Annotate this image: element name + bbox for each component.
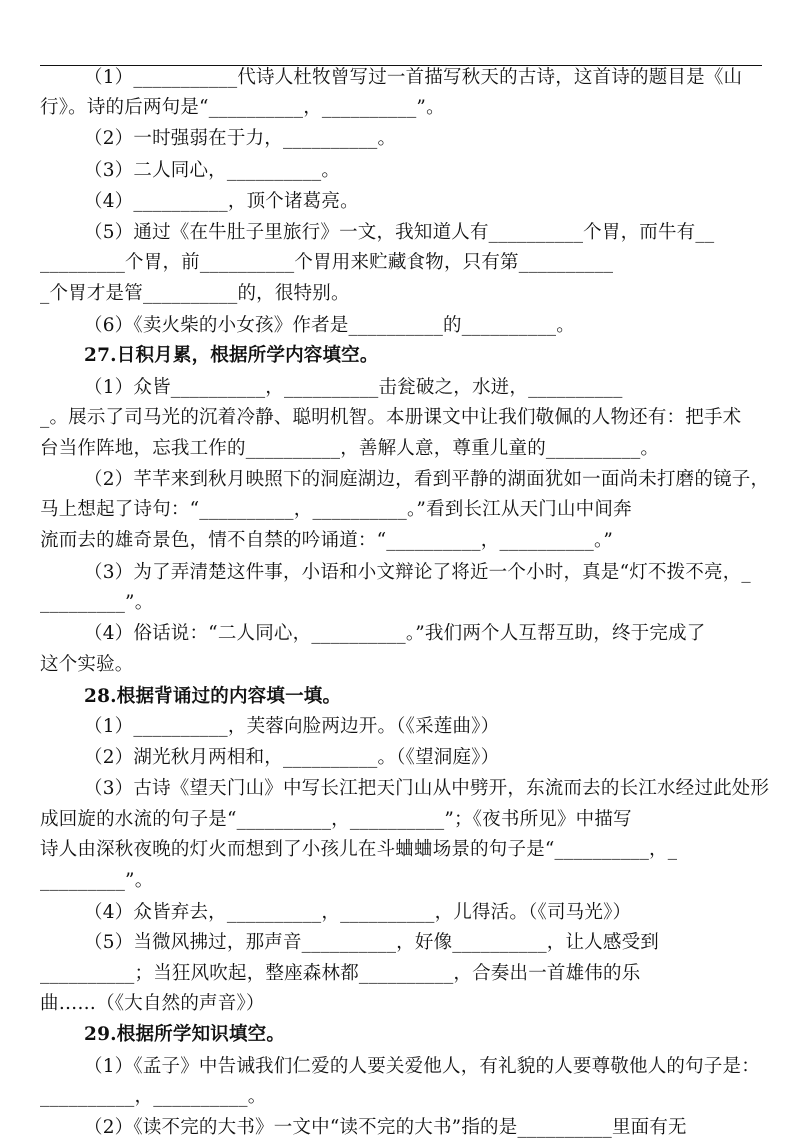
text-line: （1）众皆__________，__________击瓮破之，水迸，__________ [84,377,623,398]
text-line: __________；当狂风吹起，整座森林都__________，合奏出一首雄伟的乐 [40,963,641,984]
text-line: （5）当微风拂过，那声音__________，好像__________，让人感受到 [84,932,659,953]
text-line: （3）二人同心，__________。 [84,160,341,181]
text-line: （5）通过《在牛肚子里旅行》一文，我知道人有__________个胃，而牛有__ [84,222,715,243]
text-line: （4）众皆弃去，__________，__________，儿得活。（《司马光》） [84,902,632,923]
text-line: 曲……（《大自然的声音》） [40,993,265,1014]
text-line: 流而去的雄奇景色，情不自禁的吟诵道：“__________，__________。” [40,530,614,551]
text-line: 诗人由深秋夜晚的灯火而想到了小孩儿在斗蛐蛐场景的句子是“__________，_ [40,839,678,860]
text-line: 马上想起了诗句：“__________，__________。”看到长江从天门山中间奔 [40,499,632,520]
section-heading: 28.根据背诵过的内容填一填。 [84,686,342,707]
text-line: （3）古诗《望天门山》中写长江把天门山从中劈开，东流而去的长江水经过此处形 [84,778,770,799]
text-line: （4）__________，顶个诸葛亮。 [84,191,359,212]
section-heading: 29.根据所学知识填空。 [84,1024,286,1045]
text-line: （2）《读不完的大书》一文中“读不完的大书”指的是__________里面有无 [84,1117,687,1138]
text-line: __________，__________。 [40,1086,267,1107]
text-line: （1）《孟子》中告诫我们仁爱的人要关爱他人，有礼貌的人要尊敬他人的句子是： [84,1056,760,1077]
text-line: （4）俗话说：“二人同心，__________。”我们两个人互帮互助，终于完成了 [84,623,706,644]
text-line: 台当作阵地，忘我工作的__________，善解人意，尊重儿童的__________。 [40,438,660,459]
text-line: _个胃才是管__________的，很特别。 [40,283,350,304]
text-line: 这个实验。 [40,654,134,675]
text-line: （2）湖光秋月两相和，__________。（《望洞庭》） [84,747,500,768]
section-heading: 27.日积月累，根据所学内容填空。 [84,345,379,366]
text-line: （6）《卖火柴的小女孩》作者是__________的__________。 [84,315,575,336]
text-line: _________”。 [40,592,154,613]
text-line: _。展示了司马光的沉着冷静、聪明机智。本册课文中让我们敬佩的人物还有：把手术 [40,407,742,428]
text-line: 成回旋的水流的句子是“__________，__________”；《夜书所见》中描写 [40,809,632,830]
text-line: （2）芊芊来到秋月映照下的洞庭湖边，看到平静的湖面犹如一面尚未打磨的镜子， [84,469,770,490]
text-line: _________”。 [40,870,154,891]
text-line: （1）__________，芙蓉向脸两边开。（《采莲曲》） [84,716,500,737]
text-line: （3）为了弄清楚这件事，小语和小文辩论了将近一个小时，真是“灯不拨不亮，_ [84,562,751,583]
text-line: _________个胃，前__________个胃用来贮藏食物，只有第__________ [40,252,614,273]
text-line: （1）___________代诗人杜牧曾写过一首描写秋天的古诗，这首诗的题目是《山 [84,67,743,88]
text-line: 行》。诗的后两句是“__________，__________”。 [40,97,445,118]
text-line: （2）一时强弱在于力，__________。 [84,128,397,149]
